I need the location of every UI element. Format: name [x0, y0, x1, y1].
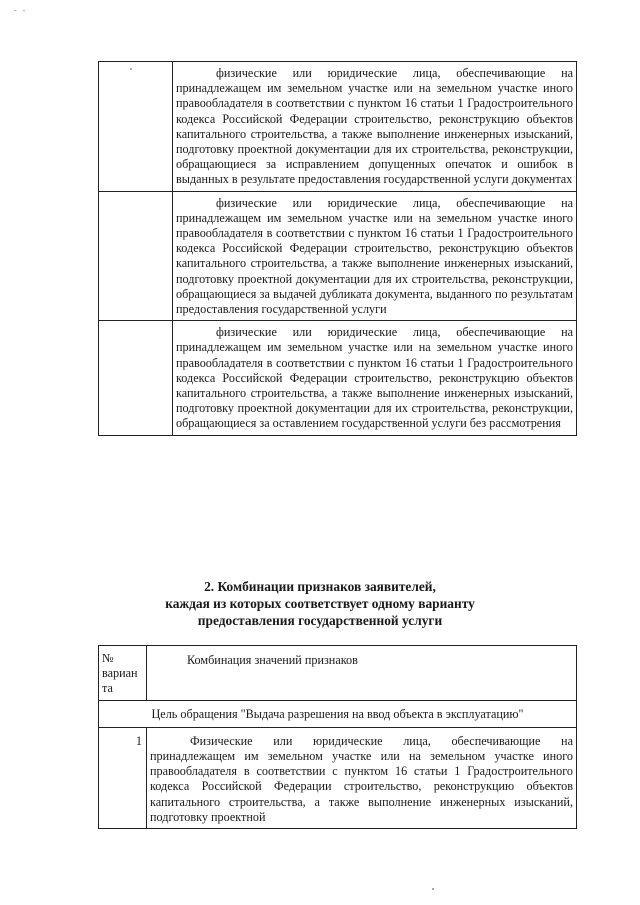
page-corner-mark: - -: [14, 6, 28, 15]
row-number-cell: [99, 321, 173, 435]
table-row: [99, 191, 577, 321]
applicant-description: физические или юридические лица, обеспечивающие на принадлежащем им земельном участке или на земельном участке иного правообладателя в соответствии с пунктом 16 статьи 1 Градостроительного кодекса Российской Федерации строительство, реконструкцию объектов капитального строительства, а также выполнение инженерных изысканий, подготовку проектной документации для их строительства, реконструкции, обращающиеся за оставлением государственной услуги без рассмотрения: [176, 325, 573, 431]
section-heading-line: 2. Комбинации признаков заявителей,: [204, 579, 436, 594]
variant-number: 1: [99, 727, 147, 828]
row-text-cell: [173, 62, 577, 192]
variant-combinations-table: [98, 645, 577, 829]
variant-text-cell: [147, 727, 577, 828]
scan-speck: [432, 888, 434, 890]
applicant-description: физические или юридические лица, обеспечивающие на принадлежащем им земельном участке или на земельном участке иного правообладателя в соответствии с пунктом 16 статьи 1 Градостроительного кодекса Российской Федерации строительство, реконструкцию объектов капитального строительства, а также выполнение инженерных изысканий, подготовку проектной документации для их строительства, реконструкции, обращающиеся за выдачей дубликата документа, выданного по результатам предоставления государственной услуги: [176, 195, 573, 317]
section-heading-line: предоставления государственной услуги: [197, 613, 443, 628]
variant-description: Физические или юридические лица, обеспечивающие на принадлежащем им земельном участке или на земельном участке иного правообладателя в соответствии с пунктом 16 статьи 1 Градостроительного кодекса Российской Федерации строительство, реконструкцию объектов капитального строительства, а также выполнение инженерных изысканий, подготовку проектной: [150, 733, 573, 824]
row-number-cell: [99, 62, 173, 192]
section-heading: [0, 578, 640, 629]
table-row: [99, 62, 577, 192]
variant-number-header: № вариан та: [99, 646, 147, 701]
table-row: [99, 727, 577, 828]
combination-header: Комбинация значений признаков: [147, 646, 577, 701]
row-text-cell: [173, 321, 577, 435]
row-number-cell: [99, 191, 173, 321]
applicant-categories-table: [98, 61, 577, 436]
goal-row: [99, 700, 577, 727]
goal-cell: Цель обращения "Выдача разрешения на ввод объекта в эксплуатацию": [99, 700, 577, 727]
applicant-description: физические или юридические лица, обеспечивающие на принадлежащем им земельном участке или на земельном участке иного правообладателя в соответствии с пунктом 16 статьи 1 Градостроительного кодекса Российской Федерации строительство, реконструкцию объектов капитального строительства, а также выполнение инженерных изысканий, подготовку проектной документации для их строительства, реконструкции, обращающиеся за исправлением допущенных опечаток и ошибок в выданных в результате предоставления государственной услуги документах: [176, 66, 573, 187]
table-row: [99, 321, 577, 435]
section-heading-line: каждая из которых соответствует одному варианту: [165, 596, 475, 611]
table-header-row: [99, 646, 577, 701]
row-text-cell: [173, 191, 577, 321]
